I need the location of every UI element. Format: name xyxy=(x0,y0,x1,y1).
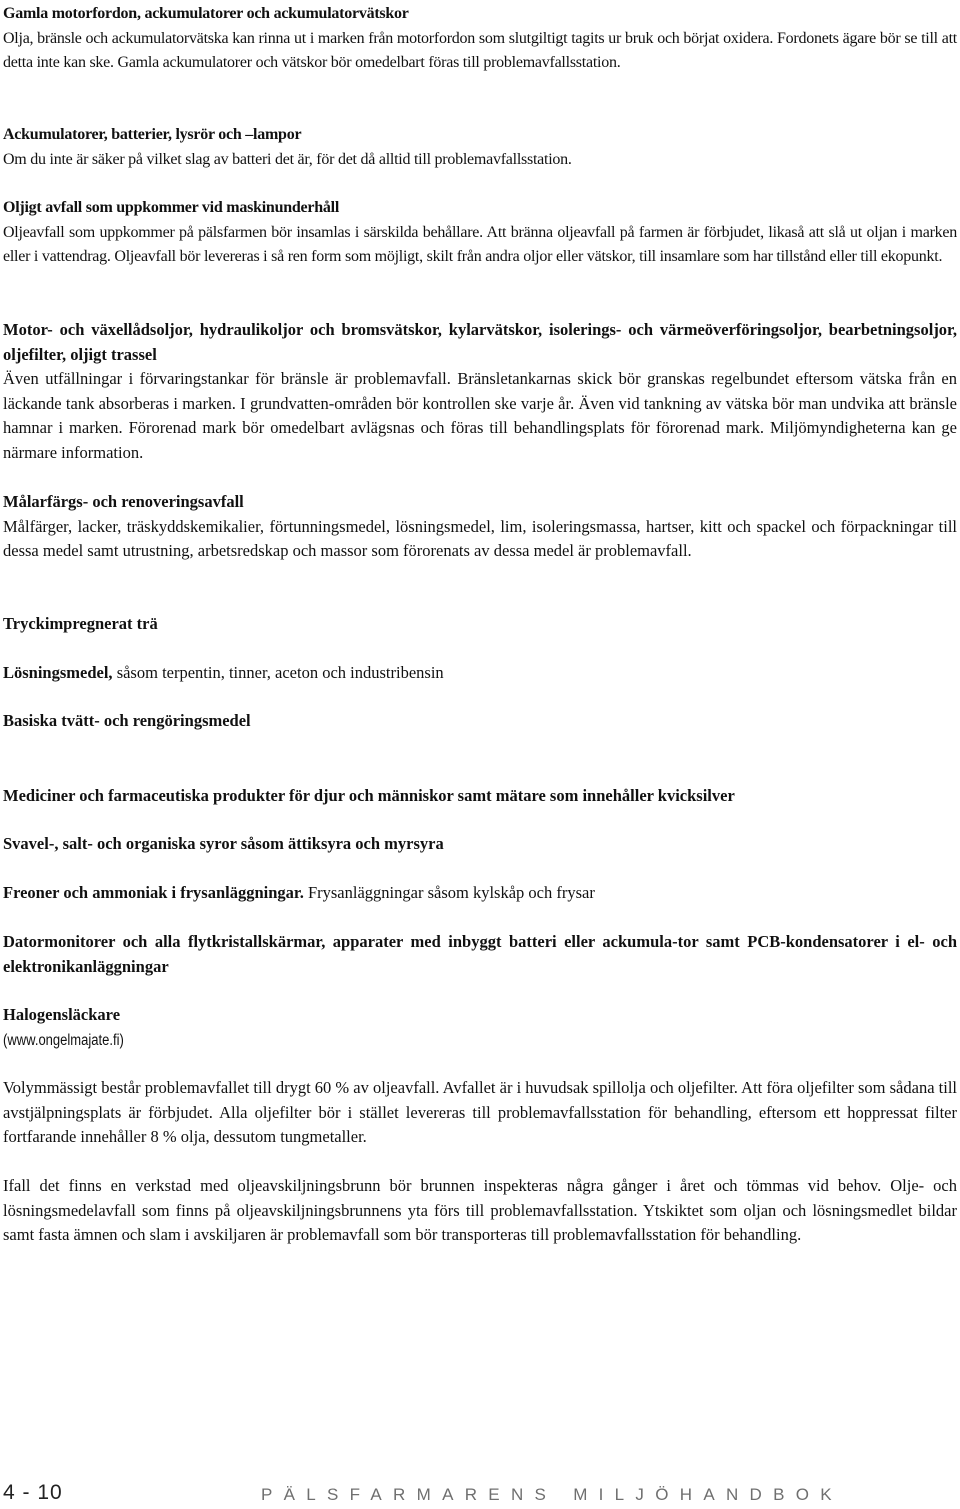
body-text: Oljeavfall som uppkommer på pälsfarmen bör insamlas i särskilda behållare. Att bränna oljeavfall på farmen är förbjudet, likaså att slå ut oljan i marken eller i vattendrag. Oljeavfall bör levereras i så ren form som möjligt, skilt från andra oljor eller vätskor, till insamlare som har tillstånd eller till ekopunkt. xyxy=(3,223,957,265)
section-impregnated-wood xyxy=(3,612,957,637)
heading: Svavel-, salt- och organiska syror såsom ättiksyra och myrsyra xyxy=(3,834,444,853)
section-medicines xyxy=(3,784,957,809)
heading: Halogensläckare xyxy=(3,1005,121,1024)
section-monitors xyxy=(3,930,957,979)
paragraph-workshop xyxy=(3,1174,957,1248)
heading: Oljigt avfall som uppkommer vid maskinunderhåll xyxy=(3,199,340,216)
paragraph-volume xyxy=(3,1076,957,1150)
page-number: 4 - 10 xyxy=(3,1481,63,1504)
heading: Freoner och ammoniak i frysanläggningar. xyxy=(3,883,304,902)
body-text: Frysanläggningar såsom kylskåp och frysar xyxy=(303,883,595,902)
section-batteries xyxy=(3,123,957,172)
section-acids xyxy=(3,832,957,857)
body-text: Om du inte är säker på vilket slag av batteri det är, för det då alltid till problemavfallsstation. xyxy=(3,150,572,168)
heading: Målarfärgs- och renoveringsavfall xyxy=(3,492,244,511)
body-text: Olja, bränsle och ackumulatorvätska kan rinna ut i marken från motorfordon som slutgiltigt tagits ur bruk och börjat oxidera. Fordonets ägare bör se till att detta inte kan ske. Gamla ackumulatorer och vätskor bör omedelbart föras till problemavfallsstation. xyxy=(3,29,957,71)
heading: Mediciner och farmaceutiska produkter för djur och människor samt mätare som innehåller kvicksilver xyxy=(3,786,735,805)
section-old-vehicles xyxy=(3,2,957,76)
heading: Lösningsmedel, xyxy=(3,663,113,682)
section-alkaline-detergents xyxy=(3,709,957,734)
section-solvents xyxy=(3,661,957,686)
section-paint-waste xyxy=(3,490,957,564)
page-footer xyxy=(3,1481,957,1505)
heading: Tryckimpregnerat trä xyxy=(3,614,158,633)
heading: Ackumulatorer, batterier, lysrör och –lampor xyxy=(3,126,302,143)
heading: Datormonitorer och alla flytkristallskärmar, apparater med inbyggt batteri eller ackumula-tor samt PCB-kondensatorer i el- och elektronikanläggningar xyxy=(3,932,957,976)
heading: Basiska tvätt- och rengöringsmedel xyxy=(3,711,251,730)
section-oily-waste xyxy=(3,196,957,270)
heading: Motor- och växellådsoljor, hydraulikoljor och bromsvätskor, kylarvätskor, isolerings- och värmeöverföringsoljor, bearbetningsoljor, oljefilter, oljigt trassel xyxy=(3,320,957,364)
body-text: såsom terpentin, tinner, aceton och industribensin xyxy=(112,663,444,682)
body-text: Volymmässigt består problemavfallet till drygt 60 % av oljeavfall. Avfallet är i huvudsak spillolja och oljefilter. Att föra oljefilter som sådana till avstjälpningsplats är förbjudet. Alla oljefilter bör i stället levereras till problemavfallsstation för behandling, eftersom ett hoppressat filter fortfarande innehåller 8 % olja, dessutom tungmetaller. xyxy=(3,1078,957,1146)
body-text: Ifall det finns en verkstad med oljeavskiljningsbrunn bör brunnen inspekteras några gånger i året och tömmas vid behov. Olje- och lösningsmedelavfall som finns på oljeavskiljningsbrunnens yta förs till problemavfallsstation. Ytskiktet som oljan och lösningsmedlet bildar samt fasta ämnen och slam i avskiljaren är problemavfall som bör transporteras till problemavfallsstation för behandling. xyxy=(3,1176,957,1244)
body-text: Målfärger, lacker, träskyddskemikalier, förtunningsmedel, lösningsmedel, lim, isoleringsmassa, hartser, kitt och spackel och förpackningar till dessa medel samt utrustning, arbetsredskap och massor som förorenats av dessa medel är problemavfall. xyxy=(3,516,957,560)
heading: Gamla motorfordon, ackumulatorer och ackumulatorvätskor xyxy=(3,5,409,22)
body-text: Även utfällningar i förvaringstankar för bränsle är problemavfall. Bränsletankarnas skick bör granskas regelbundet eftersom vätska från en läckande tank absorberas i marken. I grundvatten-områden bör kontrollen ske varje år. Även vid tankning av vätska bör man undvika att bränsle hamnar i marken. Förorenad mark bör omedelbart avlägsnas och föras till behandlingsplats för förorenad mark. Miljömyndigheterna kan ge närmare information. xyxy=(3,369,957,462)
section-oils xyxy=(3,318,957,465)
book-title: PÄLSFARMARENS MILJÖHANDBOK xyxy=(261,1485,843,1504)
section-extinguishers xyxy=(3,1003,957,1053)
section-freons xyxy=(3,881,957,906)
source-link: (www.ongelmajate.fi) xyxy=(3,1031,124,1049)
